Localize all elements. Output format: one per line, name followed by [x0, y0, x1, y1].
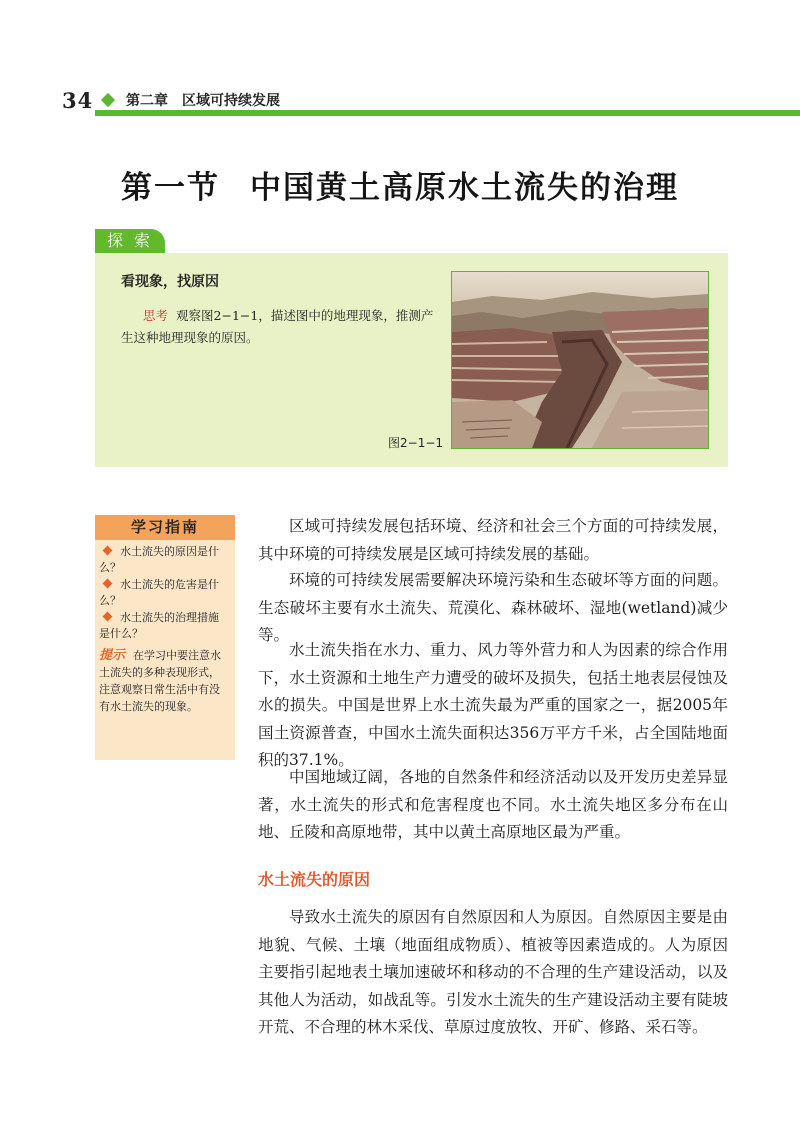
study-guide-hint — [95, 643, 235, 715]
subheading-causes: 水土流失的原因 — [258, 870, 371, 889]
study-guide-list — [95, 540, 235, 642]
explore-heading: 看现象，找原因 — [121, 274, 219, 290]
study-guide-item — [99, 544, 229, 576]
page-number: 34 — [62, 88, 94, 113]
study-guide-item — [99, 610, 229, 642]
body-paragraph-text: 中国地域辽阔，各地的自然条件和经济活动以及开发历史差异显著，水土流失的形式和危害程度也不同。水土流失地区多分布在山地、丘陵和高原地带，其中以黄土高原地区最为严重。 — [258, 768, 728, 841]
section-title — [0, 162, 800, 207]
study-guide-item-text: 水土流失的危害是什么？ — [99, 578, 219, 607]
body-paragraph — [258, 637, 728, 775]
loess-plateau-illustration — [452, 272, 708, 448]
section-number: 第一节 — [121, 170, 220, 206]
chapter-title: 区域可持续发展 — [182, 93, 280, 109]
study-guide-title: 学习指南 — [95, 515, 235, 540]
hint-text: 在学习中要注意水土流失的多种表现形式，注意观察日常生活中有没有水土流失的现象。 — [99, 649, 222, 713]
think-prompt — [121, 305, 441, 349]
diamond-icon — [101, 93, 115, 107]
body-paragraph-text: 导致水土流失的原因有自然原因和人为原因。自然原因主要是由地貌、气候、土壤（地面组成物质）、植被等因素造成的。人为原因主要指引起地表土壤加速破坏和移动的不合理的生产建设活动，以及其他人为活动，如战乱等。引发水土流失的生产建设活动主要有陡坡开荒、不合理的林木采伐、草原过度放牧、开矿、修路、采石等。 — [258, 908, 728, 1036]
explore-tab: 探 索 — [95, 229, 165, 253]
body-paragraph-text: 区域可持续发展包括环境、经济和社会三个方面的可持续发展，其中环境的可持续发展是区域可持续发展的基础。 — [258, 517, 728, 563]
header-rule — [95, 110, 800, 116]
body-paragraph — [258, 904, 728, 1042]
study-guide-item-text: 水土流失的原因是什么？ — [99, 545, 219, 574]
body-paragraph — [258, 764, 728, 847]
figure-caption: 图2−1−1 — [388, 436, 444, 450]
diamond-bullet-icon — [103, 612, 113, 622]
section-title-text: 中国黄土高原水土流失的治理 — [250, 170, 679, 206]
diamond-bullet-icon — [103, 546, 113, 556]
loess-plateau-photo — [451, 271, 709, 449]
body-paragraph — [258, 513, 728, 568]
think-label: 思考 — [143, 308, 169, 323]
body-paragraph-text: 水土流失指在水力、重力、风力等外营力和人为因素的综合作用下，水土资源和土地生产力遭受的破坏及损失，包括土地表层侵蚀及水的损失。中国是世界上水土流失最为严重的国家之一，据2005年国土资源普查，中国水土流失面积达356万平方千米，占全国陆地面积的37.1%。 — [258, 641, 728, 769]
page-header — [0, 88, 800, 118]
study-guide-box — [95, 540, 235, 760]
chapter-label: 第二章 — [126, 93, 168, 109]
hint-label: 提示 — [99, 648, 126, 663]
think-text: 观察图2−1−1，描述图中的地理现象，推测产生这种地理现象的原因。 — [121, 308, 434, 345]
study-guide-item-text: 水土流失的治理措施是什么？ — [99, 611, 219, 640]
explore-box — [95, 253, 728, 467]
study-guide-item — [99, 577, 229, 609]
diamond-bullet-icon — [103, 579, 113, 589]
body-paragraph-text: 环境的可持续发展需要解决环境污染和生态破坏等方面的问题。生态破坏主要有水土流失、荒漠化、森林破坏、湿地(wetland)减少等。 — [258, 571, 728, 644]
